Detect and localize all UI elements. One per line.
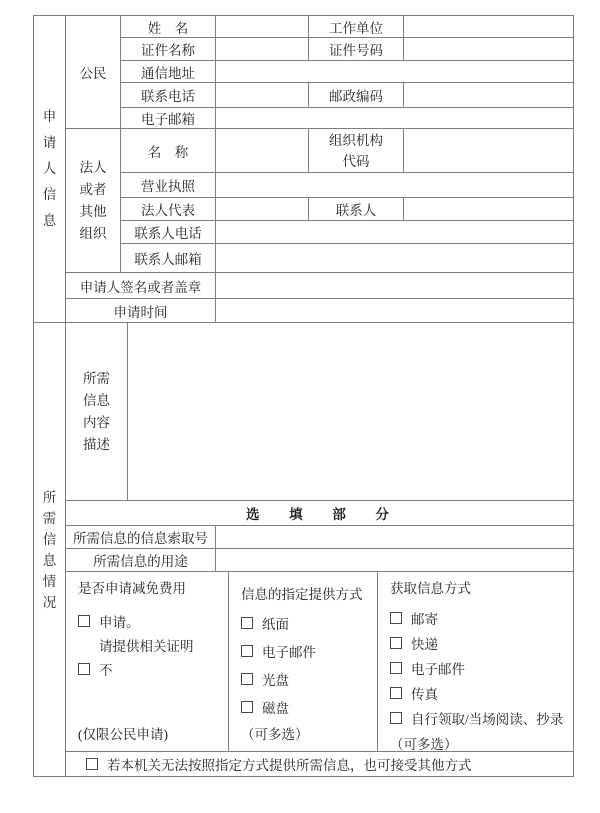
org-code-label: 组织机构代码 bbox=[309, 129, 404, 173]
fee-waiver-option-apply[interactable]: 申请。 bbox=[78, 614, 222, 631]
contact-person-input-cell[interactable] bbox=[404, 198, 574, 221]
checkbox-icon[interactable] bbox=[86, 758, 98, 770]
contact-phone-input-cell[interactable] bbox=[216, 221, 574, 244]
fee-waiver-header: 是否申请减免费用 bbox=[78, 581, 186, 596]
contact-phone-label: 联系人电话 bbox=[121, 221, 216, 244]
contact-email-label: 联系人邮箱 bbox=[121, 244, 216, 273]
purpose-label: 所需信息的用途 bbox=[66, 549, 216, 572]
fee-waiver-footnote: (仅限公民申请) bbox=[78, 727, 168, 742]
org-code-input-cell[interactable] bbox=[404, 129, 574, 173]
cert-number-label: 证件号码 bbox=[309, 38, 404, 61]
obtain-method-option[interactable]: 自行领取/当场阅读、抄录 bbox=[390, 711, 567, 728]
org-name-label: 名 称 bbox=[121, 129, 216, 173]
checkbox-icon[interactable] bbox=[241, 701, 253, 713]
obtain-method-cell bbox=[378, 572, 574, 752]
application-form-sheet bbox=[0, 15, 600, 813]
applicant-info-table bbox=[33, 15, 574, 323]
checkbox-icon[interactable] bbox=[241, 617, 253, 629]
contact-person-label: 联系人 bbox=[309, 198, 404, 221]
provide-method-option[interactable]: 光盘 bbox=[241, 672, 371, 689]
postcode-label: 邮政编码 bbox=[309, 83, 404, 108]
provide-method-option[interactable]: 电子邮件 bbox=[241, 644, 371, 661]
email-label: 电子邮箱 bbox=[121, 108, 216, 129]
provide-method-option[interactable]: 纸面 bbox=[241, 616, 371, 633]
provide-method-footnote: （可多选） bbox=[241, 727, 309, 742]
license-input-cell[interactable] bbox=[216, 173, 574, 198]
name-label: 姓 名 bbox=[121, 16, 216, 38]
checkbox-icon[interactable] bbox=[241, 673, 253, 685]
checkbox-icon[interactable] bbox=[390, 712, 402, 724]
legal-rep-label: 法人代表 bbox=[121, 198, 216, 221]
checkbox-icon[interactable] bbox=[241, 645, 253, 657]
checkbox-icon[interactable] bbox=[390, 612, 402, 624]
apply-time-input-cell[interactable] bbox=[216, 299, 574, 323]
provide-method-header: 信息的指定提供方式 bbox=[241, 587, 363, 602]
checkbox-icon[interactable] bbox=[390, 637, 402, 649]
signature-label: 申请人签名或者盖章 bbox=[66, 273, 216, 299]
obtain-method-footnote: （可多选） bbox=[390, 737, 458, 752]
applicant-section-side-label: 申请人信息 bbox=[34, 16, 66, 323]
legal-rep-input-cell[interactable] bbox=[216, 198, 309, 221]
org-name-input-cell[interactable] bbox=[216, 129, 309, 173]
address-input-cell[interactable] bbox=[216, 61, 574, 83]
purpose-input-cell[interactable] bbox=[216, 549, 574, 572]
provide-method-cell bbox=[229, 572, 378, 752]
phone-input-cell[interactable] bbox=[216, 83, 309, 108]
checkbox-icon[interactable] bbox=[78, 663, 90, 675]
obtain-method-option[interactable]: 传真 bbox=[390, 686, 567, 703]
fee-waiver-apply-note: 请提供相关证明 bbox=[99, 639, 194, 654]
work-unit-input-cell[interactable] bbox=[404, 16, 574, 38]
required-info-side-label: 所需信息情况 bbox=[34, 323, 66, 777]
cert-name-label: 证件名称 bbox=[121, 38, 216, 61]
license-label: 营业执照 bbox=[121, 173, 216, 198]
optional-section-header: 选填部分 bbox=[66, 501, 574, 526]
fallback-note-text: 若本机关无法按照指定方式提供所需信息，也可接受其他方式 bbox=[107, 758, 472, 773]
obtain-method-option[interactable]: 邮寄 bbox=[390, 611, 567, 628]
description-label: 所需信息内容描述 bbox=[66, 323, 128, 501]
index-number-label: 所需信息的信息索取号 bbox=[66, 526, 216, 549]
obtain-method-header: 获取信息方式 bbox=[390, 581, 471, 596]
cert-name-input-cell[interactable] bbox=[216, 38, 309, 61]
checkbox-icon[interactable] bbox=[390, 662, 402, 674]
required-info-table bbox=[33, 322, 574, 777]
signature-input-cell[interactable] bbox=[216, 273, 574, 299]
org-group-label: 法人或者其他组织 bbox=[66, 129, 121, 273]
phone-label: 联系电话 bbox=[121, 83, 216, 108]
index-number-input-cell[interactable] bbox=[216, 526, 574, 549]
apply-time-label: 申请时间 bbox=[66, 299, 216, 323]
checkbox-icon[interactable] bbox=[390, 687, 402, 699]
obtain-method-option[interactable]: 快递 bbox=[390, 636, 567, 653]
work-unit-label: 工作单位 bbox=[309, 16, 404, 38]
checkbox-icon[interactable] bbox=[78, 615, 90, 627]
obtain-method-option[interactable]: 电子邮件 bbox=[390, 661, 567, 678]
fee-waiver-option-no[interactable]: 不 bbox=[78, 662, 222, 679]
postcode-input-cell[interactable] bbox=[404, 83, 574, 108]
name-input-cell[interactable] bbox=[216, 16, 309, 38]
description-input-cell[interactable] bbox=[128, 323, 574, 501]
contact-email-input-cell[interactable] bbox=[216, 244, 574, 273]
cert-number-input-cell[interactable] bbox=[404, 38, 574, 61]
fallback-note-row[interactable] bbox=[66, 752, 574, 777]
email-input-cell[interactable] bbox=[216, 108, 574, 129]
fee-waiver-cell bbox=[66, 572, 229, 752]
citizen-group-label: 公民 bbox=[66, 16, 121, 129]
address-label: 通信地址 bbox=[121, 61, 216, 83]
provide-method-option[interactable]: 磁盘 bbox=[241, 700, 371, 717]
